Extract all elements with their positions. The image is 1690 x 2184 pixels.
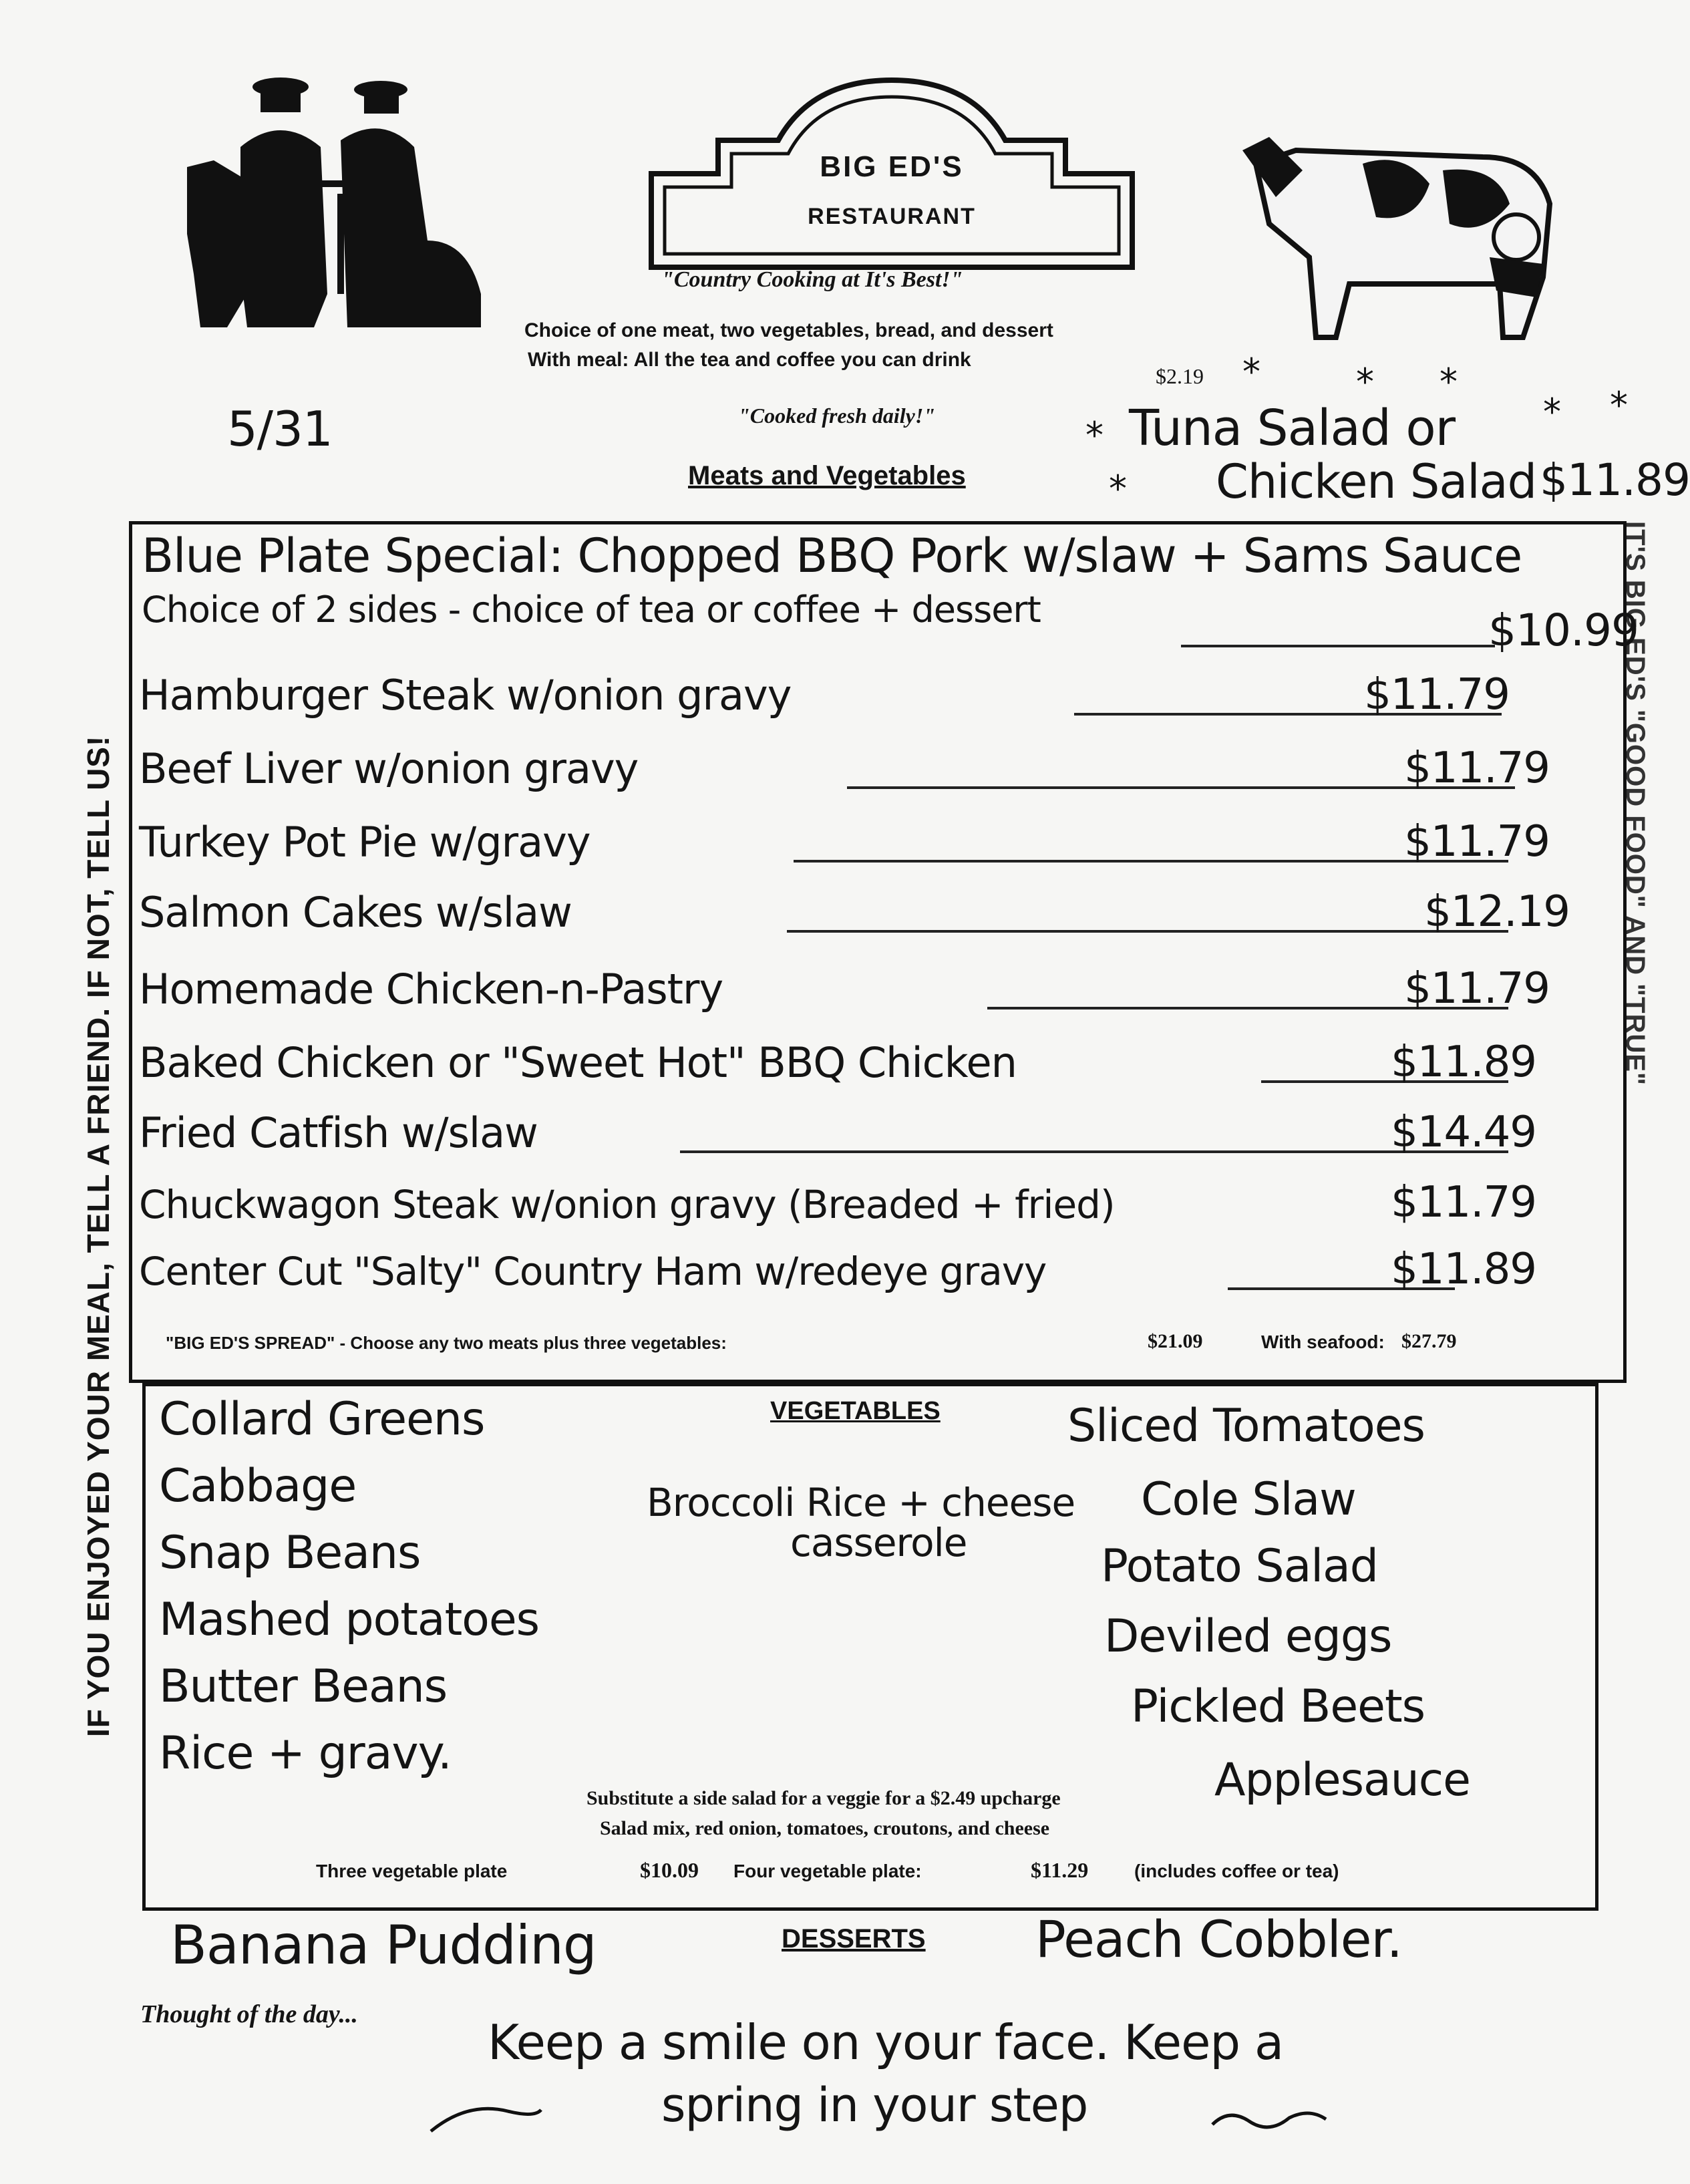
includes-note: (includes coffee or tea) bbox=[1134, 1861, 1339, 1881]
blue-plate-title: Blue Plate Special: Chopped BBQ Pork w/slaw + Sams Sauce bbox=[142, 528, 1522, 583]
vegetable-item: Cole Slaw bbox=[1141, 1473, 1356, 1526]
meat-row bbox=[139, 658, 1610, 732]
meat-price: $11.79 bbox=[1364, 670, 1510, 720]
blue-plate-detail: Choice of 2 sides - choice of tea or coffee + dessert bbox=[142, 589, 1041, 631]
leader-line bbox=[787, 930, 1508, 933]
salad-note-line-2: Salad mix, red onion, tomatoes, croutons, and cheese bbox=[600, 1817, 1050, 1839]
restaurant-logo bbox=[638, 60, 1146, 274]
meat-name: Center Cut "Salty" Country Ham w/redeye gravy bbox=[139, 1249, 1047, 1294]
vegetable-item: Deviled eggs bbox=[1104, 1610, 1392, 1663]
meat-price: $11.79 bbox=[1404, 744, 1550, 793]
vegetable-item: Broccoli Rice + cheese bbox=[647, 1480, 1075, 1525]
vegetable-item: Cabbage bbox=[159, 1460, 357, 1513]
meat-row bbox=[139, 1026, 1610, 1099]
desserts-heading: DESSERTS bbox=[782, 1924, 926, 1954]
leader-line bbox=[680, 1150, 1508, 1153]
meat-name: Fried Catfish w/slaw bbox=[139, 1108, 538, 1157]
meats-heading: Meats and Vegetables bbox=[688, 461, 966, 490]
three-veg-label: Three vegetable plate bbox=[316, 1861, 508, 1881]
intro-line-1: Choice of one meat, two vegetables, bread, and dessert bbox=[524, 319, 1053, 341]
vegetable-item: Mashed potatoes bbox=[159, 1593, 540, 1646]
spread-seafood-label: With seafood: bbox=[1261, 1332, 1385, 1352]
meat-row bbox=[139, 875, 1610, 949]
farmers-silhouette-illustration bbox=[187, 73, 494, 334]
swirl-icon bbox=[428, 2098, 548, 2138]
star-icon: * bbox=[1610, 384, 1628, 426]
meat-row bbox=[139, 805, 1610, 879]
meat-name: Homemade Chicken-n-Pastry bbox=[139, 965, 723, 1013]
star-icon: * bbox=[1085, 414, 1104, 456]
logo-sub: RESTAURANT bbox=[808, 204, 976, 229]
vegetable-item: Pickled Beets bbox=[1131, 1680, 1425, 1733]
vegetable-item: Sliced Tomatoes bbox=[1067, 1400, 1425, 1452]
menu-date: 5/31 bbox=[227, 401, 333, 457]
star-icon: * bbox=[1440, 361, 1458, 403]
dessert-item: Peach Cobbler. bbox=[1035, 1909, 1402, 1969]
meat-price: $12.19 bbox=[1424, 887, 1570, 937]
vegetable-item: Potato Salad bbox=[1101, 1540, 1378, 1593]
star-icon: * bbox=[1242, 351, 1260, 393]
spread-price: $21.09 bbox=[1148, 1330, 1203, 1352]
vegetable-item: Applesauce bbox=[1214, 1754, 1470, 1807]
logo-tagline: "Country Cooking at It's Best!" bbox=[661, 267, 963, 292]
thought-line-2: spring in your step bbox=[661, 2078, 1088, 2133]
vegetable-item: Butter Beans bbox=[159, 1660, 448, 1713]
swirl-icon bbox=[1209, 2104, 1329, 2138]
meat-price: $11.79 bbox=[1404, 964, 1550, 1013]
blue-plate-dots bbox=[1181, 645, 1495, 647]
meat-price: $11.79 bbox=[1404, 817, 1550, 867]
meat-name: Beef Liver w/onion gravy bbox=[139, 744, 639, 793]
meat-name: Baked Chicken or "Sweet Hot" BBQ Chicken bbox=[139, 1038, 1017, 1087]
meat-name: Turkey Pot Pie w/gravy bbox=[139, 818, 590, 867]
special-note-line-2: Chicken Salad bbox=[1216, 454, 1537, 509]
vegetable-item: Snap Beans bbox=[159, 1527, 421, 1579]
thought-label: Thought of the day... bbox=[140, 2000, 358, 2028]
cooked-fresh: "Cooked fresh daily!" bbox=[738, 404, 936, 428]
dessert-item: Banana Pudding bbox=[170, 1914, 597, 1976]
meat-row bbox=[139, 952, 1610, 1026]
star-icon: * bbox=[1543, 391, 1561, 433]
star-icon: * bbox=[1356, 361, 1374, 403]
vegetables-box bbox=[142, 1383, 1598, 1911]
meat-price: $11.89 bbox=[1391, 1038, 1536, 1087]
side-text-right: IT'S BIG ED'S "GOOD FOOD" AND "TRUE" bbox=[1621, 521, 1650, 1086]
meat-row bbox=[139, 732, 1610, 805]
spread-seafood-price: $27.79 bbox=[1401, 1330, 1457, 1352]
leader-line bbox=[794, 860, 1508, 863]
salad-note-line-1: Substitute a side salad for a veggie for a $2.49 upcharge bbox=[586, 1787, 1061, 1809]
vegetable-item-detail: casserole bbox=[790, 1520, 967, 1565]
drink-price: $2.19 bbox=[1156, 364, 1204, 388]
meat-row bbox=[139, 1096, 1610, 1169]
star-icon: * bbox=[1109, 468, 1127, 510]
side-text-left: IF YOU ENJOYED YOUR MEAL, TELL A FRIEND. IF NOT, TELL US! bbox=[81, 735, 116, 1737]
blue-plate-price: $10.99 bbox=[1488, 605, 1639, 656]
vegetable-item: Rice + gravy. bbox=[159, 1727, 452, 1780]
special-note-price: $11.89 bbox=[1540, 454, 1690, 506]
meat-row bbox=[139, 1233, 1610, 1306]
meat-name: Salmon Cakes w/slaw bbox=[139, 888, 572, 937]
vegetables-heading: VEGETABLES bbox=[770, 1397, 941, 1425]
intro-line-2: With meal: All the tea and coffee you can drink bbox=[528, 349, 971, 371]
four-veg-label: Four vegetable plate: bbox=[733, 1861, 922, 1881]
meat-price: $11.89 bbox=[1391, 1245, 1536, 1294]
meat-name: Hamburger Steak w/onion gravy bbox=[139, 671, 792, 720]
meat-price: $11.79 bbox=[1391, 1178, 1536, 1227]
vegetable-item: Collard Greens bbox=[159, 1393, 485, 1446]
cow-illustration bbox=[1229, 124, 1576, 351]
thought-line-1: Keep a smile on your face. Keep a bbox=[488, 2014, 1284, 2070]
special-note-line-1: Tuna Salad or bbox=[1129, 400, 1456, 457]
meat-price: $14.49 bbox=[1391, 1108, 1536, 1157]
logo-name: BIG ED'S bbox=[820, 150, 964, 183]
four-veg-price: $11.29 bbox=[1031, 1858, 1089, 1882]
three-veg-price: $10.09 bbox=[640, 1858, 699, 1882]
meat-row bbox=[139, 1166, 1610, 1239]
meat-name: Chuckwagon Steak w/onion gravy (Breaded + fried) bbox=[139, 1182, 1115, 1227]
spread-text: "BIG ED'S SPREAD" - Choose any two meats plus three vegetables: bbox=[166, 1333, 727, 1353]
